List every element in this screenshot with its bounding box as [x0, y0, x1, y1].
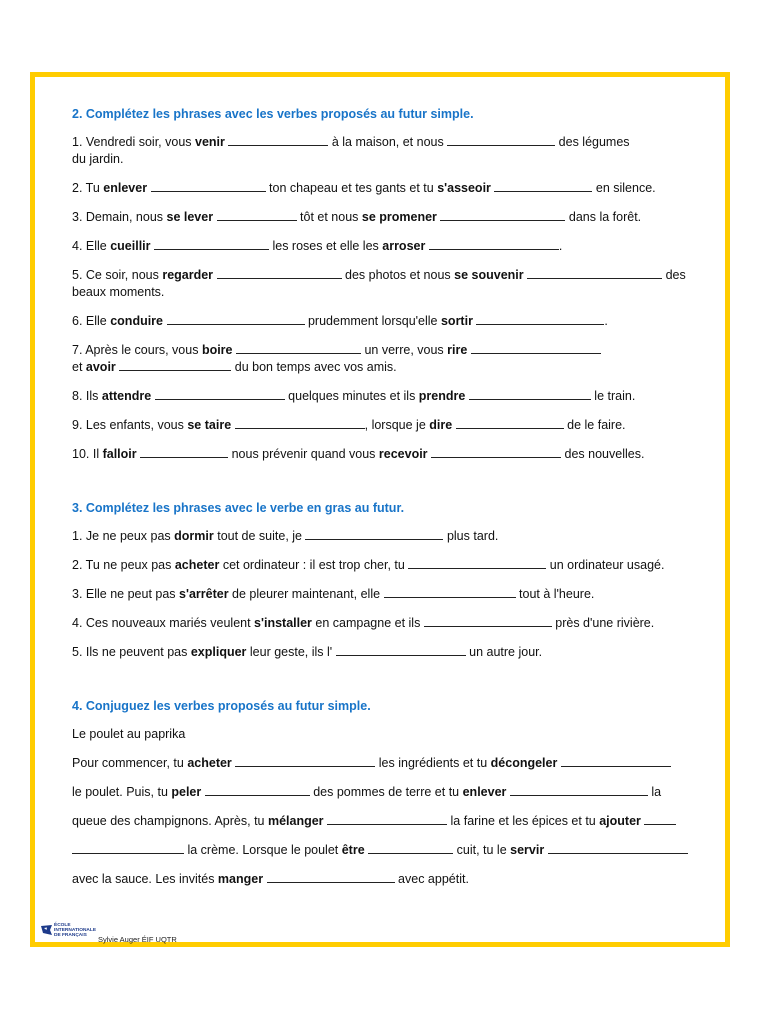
answer-blank[interactable] — [469, 388, 591, 400]
answer-blank[interactable] — [267, 871, 395, 883]
answer-blank[interactable] — [228, 134, 328, 146]
s3-item-5: 5. Ils ne peuvent pas expliquer leur geste, ils l' un autre jour. — [72, 645, 543, 659]
section-2-title: 2. Complétez les phrases avec les verbes proposés au futur simple. — [72, 107, 474, 121]
answer-blank[interactable] — [167, 313, 305, 325]
answer-blank[interactable] — [456, 417, 564, 429]
answer-blank[interactable] — [235, 755, 375, 767]
s2-item-1: 1. Vendredi soir, vous venir à la maison, et nous des légumes — [72, 135, 630, 149]
s2-item-7: 7. Après le cours, vous boire un verre, vous rire — [72, 342, 732, 359]
s3-item-2: 2. Tu ne peux pas acheter cet ordinateur : il est trop cher, tu un ordinateur usagé. — [72, 558, 665, 572]
s4-line-5: avec la sauce. Les invités manger avec appétit. — [72, 872, 469, 886]
recipe-title: Le poulet au paprika — [72, 727, 186, 741]
s2-item-5-cont: beaux moments. — [72, 285, 165, 299]
answer-blank[interactable] — [644, 813, 676, 825]
s2-item-4: 4. Elle cueillir les roses et elle les arroser . — [72, 239, 563, 253]
flag-icon — [40, 924, 54, 936]
s2-item-3: 3. Demain, nous se lever tôt et nous se promener dans la forêt. — [72, 210, 642, 224]
answer-blank[interactable] — [72, 842, 184, 854]
answer-blank[interactable] — [327, 813, 447, 825]
s2-item-8: 8. Ils attendre quelques minutes et ils prendre le train. — [72, 389, 636, 403]
answer-blank[interactable] — [476, 313, 604, 325]
section-3-title: 3. Complétez les phrases avec le verbe en gras au futur. — [72, 501, 405, 515]
answer-blank[interactable] — [140, 446, 228, 458]
s2-item-2: 2. Tu enlever ton chapeau et tes gants et tu s'asseoir en silence. — [72, 181, 656, 195]
answer-blank[interactable] — [494, 180, 592, 192]
s2-item-10: 10. Il falloir nous prévenir quand vous recevoir des nouvelles. — [72, 447, 645, 461]
s4-line-3: queue des champignons. Après, tu mélanger la farine et les épices et tu ajouter — [72, 813, 732, 830]
s4-line-4: la crème. Lorsque le poulet être cuit, tu le servir — [72, 842, 732, 859]
author-credit: Sylvie Auger ÉIF UQTR — [98, 935, 177, 944]
answer-blank[interactable] — [548, 842, 688, 854]
s2-item-1-cont: du jardin. — [72, 152, 124, 166]
s2-item-9: 9. Les enfants, vous se taire , lorsque je dire de le faire. — [72, 418, 626, 432]
s2-item-5: 5. Ce soir, nous regarder des photos et nous se souvenir des — [72, 268, 686, 282]
answer-blank[interactable] — [384, 586, 516, 598]
answer-blank[interactable] — [336, 644, 466, 656]
s2-item-6: 6. Elle conduire prudemment lorsqu'elle sortir . — [72, 314, 608, 328]
answer-blank[interactable] — [440, 209, 565, 221]
s4-line-1: Pour commencer, tu acheter les ingrédients et tu décongeler — [72, 755, 732, 772]
answer-blank[interactable] — [368, 842, 453, 854]
s3-item-4: 4. Ces nouveaux mariés veulent s'installer en campagne et ils près d'une rivière. — [72, 616, 655, 630]
answer-blank[interactable] — [154, 238, 269, 250]
answer-blank[interactable] — [235, 417, 365, 429]
s3-item-3: 3. Elle ne peut pas s'arrêter de pleurer maintenant, elle tout à l'heure. — [72, 587, 595, 601]
answer-blank[interactable] — [429, 238, 559, 250]
answer-blank[interactable] — [236, 342, 361, 354]
answer-blank[interactable] — [205, 784, 310, 796]
school-logo — [40, 922, 97, 944]
answer-blank[interactable] — [151, 180, 266, 192]
answer-blank[interactable] — [217, 267, 342, 279]
s4-line-2: le poulet. Puis, tu peler des pommes de terre et tu enlever la — [72, 785, 662, 799]
logo-text: ÉCOLE INTERNATIONALE DE FRANÇAIS — [54, 923, 97, 939]
answer-blank[interactable] — [424, 615, 552, 627]
answer-blank[interactable] — [527, 267, 662, 279]
answer-blank[interactable] — [510, 784, 648, 796]
answer-blank[interactable] — [408, 557, 546, 569]
s2-item-7-cont: et avoir du bon temps avec vos amis. — [72, 360, 397, 374]
answer-blank[interactable] — [155, 388, 285, 400]
answer-blank[interactable] — [447, 134, 555, 146]
s3-item-1: 1. Je ne peux pas dormir tout de suite, je plus tard. — [72, 529, 499, 543]
section-4-title: 4. Conjuguez les verbes proposés au futur simple. — [72, 699, 371, 713]
worksheet-content — [72, 107, 732, 888]
answer-blank[interactable] — [561, 755, 671, 767]
answer-blank[interactable] — [431, 446, 561, 458]
answer-blank[interactable] — [471, 342, 601, 354]
footer — [40, 922, 240, 946]
answer-blank[interactable] — [217, 209, 297, 221]
answer-blank[interactable] — [305, 528, 443, 540]
answer-blank[interactable] — [119, 359, 231, 371]
